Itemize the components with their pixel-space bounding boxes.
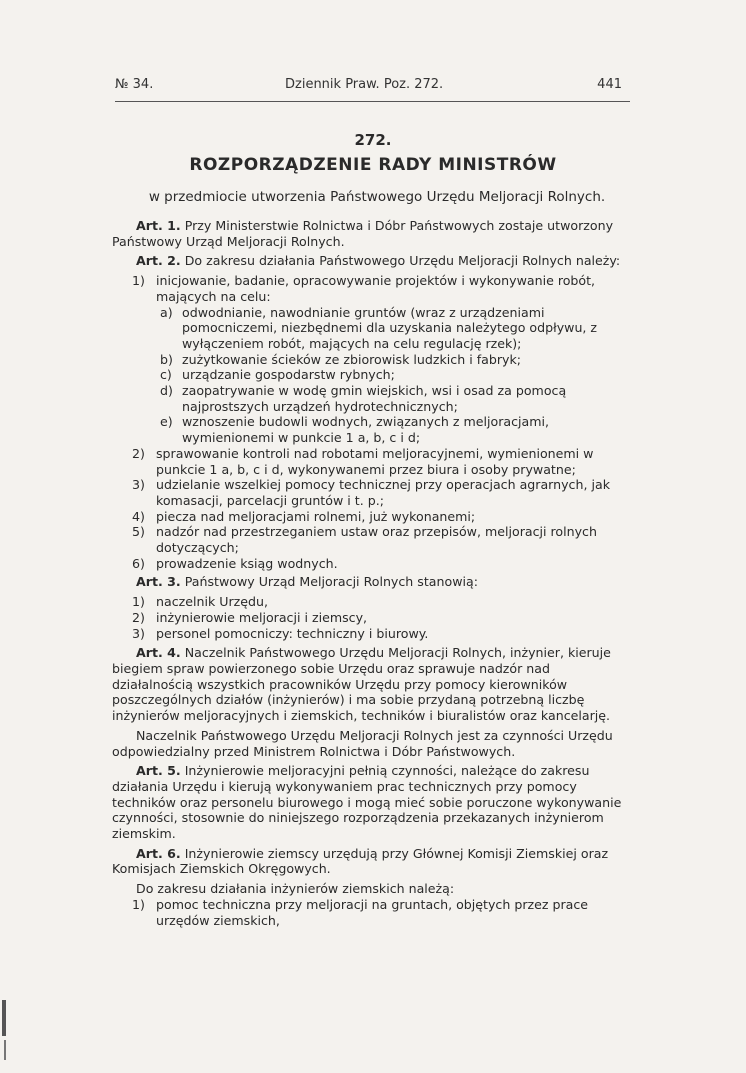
item-marker: e) <box>160 414 173 430</box>
document-body <box>112 218 632 928</box>
list-item <box>132 594 632 610</box>
list-item <box>132 897 632 928</box>
article-3 <box>112 574 632 590</box>
article-label: Art. 1. <box>136 218 181 233</box>
article-4 <box>112 645 632 724</box>
item-marker: d) <box>160 383 173 399</box>
item-marker: b) <box>160 351 173 367</box>
item-text: sprawowanie kontroli nad robotami meljoracyjnemi, wymienionemi w punkcie 1 a, b, c i d, wykonywanemi przez biura i osoby prywatne; <box>156 445 594 477</box>
item-text: wznoszenie budowli wodnych, związanych z meljoracjami, wymienionemi w punkcie 1 a, b, c i d; <box>182 414 550 446</box>
list-item <box>160 305 632 352</box>
position-number: 272. <box>354 131 392 149</box>
issue-number: № 34. <box>115 77 154 92</box>
article-label: Art. 2. <box>136 253 181 269</box>
list-item <box>160 352 632 368</box>
list-item <box>132 524 632 555</box>
list-item <box>132 477 632 508</box>
list-item <box>132 556 632 572</box>
binding-mark <box>4 1040 6 1060</box>
article-text: Do zakresu działania Państwowego Urzędu Meljoracji Rolnych należy: <box>184 253 621 269</box>
item-text: naczelnik Urzędu, <box>156 594 268 610</box>
item-text: personel pomocniczy: techniczny i biurowy. <box>156 625 429 641</box>
journal-title: Dziennik Praw. Poz. 272. <box>285 77 444 92</box>
list-item <box>160 383 632 414</box>
binding-mark <box>2 1000 6 1036</box>
item-marker: 3) <box>132 625 145 641</box>
article-label: Art. 4. <box>136 645 181 661</box>
article-text: Inżynierowie meljoracyjni pełnią czynności, należące do zakresu działania Urzędu i kierują wykonywaniem prac technicznych przy pomocy techników oraz personelu biurowego i mogą mieć sobie poruczone wykonywanie czynności, stosownie do niniejszego rozporządzenia przekazanych inżynierom ziemskim. <box>112 763 622 842</box>
item-marker: 1) <box>132 594 145 610</box>
list-item <box>132 273 632 304</box>
item-text: zaopatrywanie w wodę gmin wiejskich, wsi i osad za pomocą najprostszych urządzeń hydrotechnicznych; <box>182 383 567 414</box>
item-marker: 1) <box>132 896 145 912</box>
article-1 <box>112 218 632 249</box>
article-label: Art. 3. <box>136 574 181 590</box>
sublist <box>160 305 632 446</box>
document-subtitle: w przedmiocie utworzenia Państwowego Urzędu Meljoracji Rolnych. <box>148 189 606 205</box>
article-6-list <box>132 897 632 928</box>
item-marker: c) <box>160 367 172 383</box>
article-text: Państwowy Urząd Meljoracji Rolnych stanowią: <box>184 574 478 590</box>
item-text: urządzanie gospodarstw rybnych; <box>182 367 395 383</box>
item-text: inżynierowie meljoracji i ziemscy, <box>156 609 368 625</box>
list-item <box>132 509 632 525</box>
page-number: 441 <box>597 77 622 92</box>
list-item <box>160 414 632 445</box>
list-item <box>132 610 632 626</box>
item-text: piecza nad meljoracjami rolnemi, już wykonanemi; <box>156 508 476 524</box>
document-title: ROZPORZĄDZENIE RADY MINISTRÓW <box>189 155 557 175</box>
item-text: odwodnianie, nawodnianie gruntów (wraz z urządzeniami pomocniczemi, niezbędnemi dla uzyskania należytego odpływu, z wyłączeniem robót, mających na celu regulację rzek); <box>182 304 598 351</box>
item-marker: 1) <box>132 273 145 289</box>
item-text: prowadzenie ksiąg wodnych. <box>156 555 338 571</box>
item-marker: 6) <box>132 555 145 571</box>
item-text: udzielanie wszelkiej pomocy technicznej przy operacjach agrarnych, jak komasacji, parcelacji gruntów i t. p.; <box>156 477 610 508</box>
list-item <box>132 626 632 642</box>
list-item <box>160 367 632 383</box>
article-4-paragraph-2: Naczelnik Państwowego Urzędu Meljoracji Rolnych jest za czynności Urzędu odpowiedzialny przed Ministrem Rolnictwa i Dóbr Państwowych. <box>112 727 613 759</box>
item-text: nadzór nad przestrzeganiem ustaw oraz przepisów, meljoracji rolnych dotyczących; <box>156 524 597 556</box>
article-label: Art. 6. <box>136 845 181 861</box>
article-5 <box>112 763 632 842</box>
article-3-list <box>132 594 632 641</box>
running-header <box>115 75 630 101</box>
article-2-list <box>132 273 632 571</box>
article-label: Art. 5. <box>136 763 181 779</box>
article-text: Inżynierowie ziemscy urzędują przy Głównej Komisji Ziemskiej oraz Komisjach Ziemskich Okręgowych. <box>112 845 609 877</box>
item-text: inicjowanie, badanie, opracowywanie projektów i wykonywanie robót, mających na celu: <box>156 273 596 304</box>
item-marker: 4) <box>132 508 145 524</box>
item-marker: 5) <box>132 524 145 540</box>
item-marker: a) <box>160 304 173 320</box>
article-2 <box>112 253 632 269</box>
article-6-paragraph-2: Do zakresu działania inżynierów ziemskich należą: <box>136 881 455 897</box>
article-text: Naczelnik Państwowego Urzędu Meljoracji Rolnych, inżynier, kieruje biegiem spraw powierzonego sobie Urzędu oraz sprawuje nadzór nad działalnością wszystkich pracowników Urzędu przy pomocy kierowników poszczególnych działów (inżynierów) i ma sobie przydaną potrzebną liczbę inżynierów meljoracyjnych i ziemskich, techników i biuralistów oraz kancelarję. <box>112 645 611 724</box>
header-rule <box>115 101 630 102</box>
item-marker: 2) <box>132 445 145 461</box>
article-6 <box>112 846 632 877</box>
list-item <box>132 446 632 477</box>
item-text: zużytkowanie ścieków ze zbiorowisk ludzkich i fabryk; <box>182 351 522 367</box>
item-marker: 3) <box>132 477 145 493</box>
article-text: Przy Ministerstwie Rolnictwa i Dóbr Państwowych zostaje utworzony Państwowy Urząd Meljoracji Rolnych. <box>112 218 614 249</box>
item-text: pomoc techniczna przy meljoracji na gruntach, objętych przez prace urzędów ziemskich, <box>156 896 589 928</box>
item-marker: 2) <box>132 609 145 625</box>
